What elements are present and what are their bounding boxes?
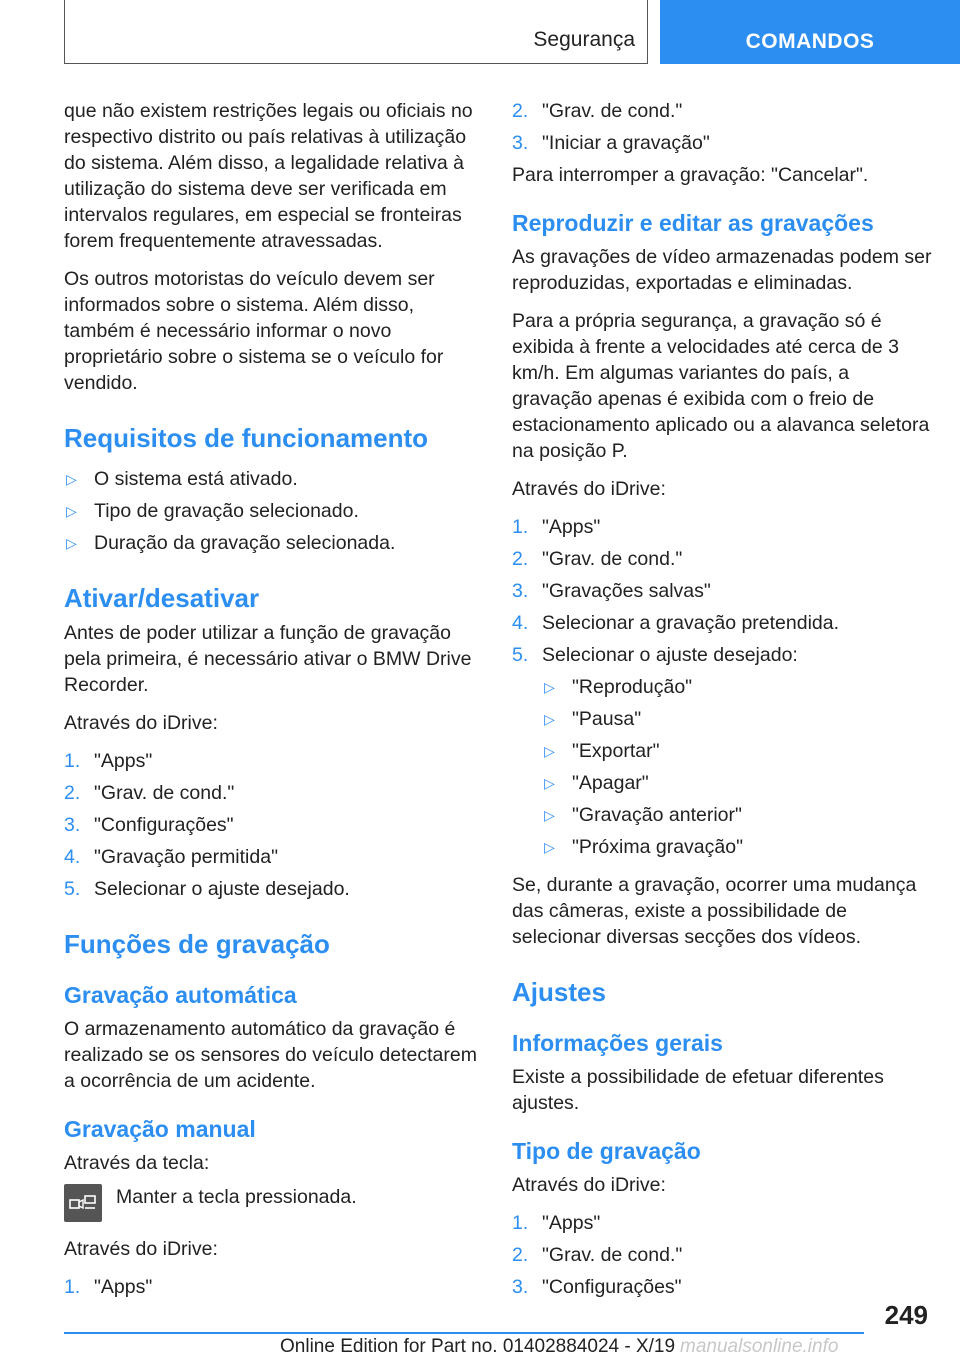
list-item: 3. "Iniciar a gravação" bbox=[512, 132, 710, 154]
heading-automatica: Gravação automática bbox=[64, 982, 297, 1008]
list-item: 4. "Gravação permitida" bbox=[64, 846, 279, 868]
list-item: 2. "Grav. de cond." bbox=[512, 100, 683, 122]
paragraph-info: Existe a possibilidade de efetuar diferentes ajustes. bbox=[512, 1066, 884, 1114]
list-item: ▷ Duração da gravação selecionada. bbox=[66, 532, 396, 554]
heading-reproduzir: Reproduzir e editar as gravações bbox=[512, 210, 874, 236]
paragraph-tecla: Através da tecla: bbox=[64, 1152, 210, 1174]
paragraph-reproduzir: As gravações de vídeo armazenadas podem ser reproduzidas, exportadas e eliminadas. bbox=[512, 246, 932, 294]
paragraph-idrive: Através do iDrive: bbox=[512, 1174, 666, 1196]
footer-divider bbox=[64, 1332, 864, 1334]
triangle-right-icon: ▷ bbox=[544, 711, 555, 727]
list-item: 2. "Grav. de cond." bbox=[512, 548, 683, 570]
list-item: 3. "Configurações" bbox=[512, 1276, 682, 1298]
list-item: 2. "Grav. de cond." bbox=[512, 1244, 683, 1266]
paragraph-legal: que não existem restrições legais ou oficiais no respectivo distrito ou país relativas à utilização do sistema. Além disso, a legalidade relativa à utilização do sistema deve ser verificada em intervalos regulares, em especial se fronteiras forem frequentemente atravessadas. bbox=[64, 100, 473, 252]
list-requisitos bbox=[64, 466, 480, 556]
triangle-right-icon: ▷ bbox=[544, 743, 555, 759]
heading-manual: Gravação manual bbox=[64, 1116, 256, 1142]
list-item: 5. Selecionar o ajuste desejado: ▷ "Reprodução" ▷ "Pausa" ▷ "Exportar" ▷ "Apagar" ▷ "Gravação anterior" ▷ "Próxima gravação" bbox=[512, 642, 932, 860]
heading-tipo: Tipo de gravação bbox=[512, 1138, 701, 1164]
heading-ativar: Ativar/desativar bbox=[64, 583, 260, 613]
list-item: 1. "Apps" bbox=[64, 750, 153, 772]
header-section-title: Segurança bbox=[533, 28, 635, 51]
options-list bbox=[542, 674, 932, 860]
list-item: ▷ "Pausa" bbox=[544, 708, 642, 730]
steps-manual bbox=[64, 1274, 480, 1300]
list-item: ▷ "Reprodução" bbox=[544, 676, 693, 698]
list-item: 1. "Apps" bbox=[512, 1212, 601, 1234]
key-instruction bbox=[64, 1184, 480, 1222]
paragraph-ativar: Antes de poder utilizar a função de gravação pela primeira, é necessário ativar o BMW Drive Recorder. bbox=[64, 622, 472, 696]
header-chapter-tab[interactable] bbox=[660, 0, 960, 64]
heading-requisitos: Requisitos de funcionamento bbox=[64, 423, 429, 453]
heading-funcoes: Funções de gravação bbox=[64, 929, 330, 959]
list-item: ▷ "Exportar" bbox=[544, 740, 660, 762]
steps-manual-cont bbox=[512, 98, 932, 156]
list-item: 4. Selecionar a gravação pretendida. bbox=[512, 612, 840, 634]
triangle-right-icon: ▷ bbox=[66, 503, 77, 519]
list-item: ▷ "Apagar" bbox=[544, 772, 649, 794]
paragraph-idrive: Através do iDrive: bbox=[64, 712, 218, 734]
list-item: ▷ Tipo de gravação selecionado. bbox=[66, 500, 359, 522]
footer-watermark: manualsonline.info bbox=[680, 1336, 839, 1357]
paragraph-cameras: Se, durante a gravação, ocorrer uma mudança das câmeras, existe a possibilidade de selecionar diversas secções dos vídeos. bbox=[512, 874, 917, 948]
list-item: ▷ O sistema está ativado. bbox=[66, 468, 298, 490]
steps-reproduzir bbox=[512, 514, 932, 860]
paragraph-idrive: Através do iDrive: bbox=[64, 1238, 218, 1260]
footer-edition: Online Edition for Part no. 01402884024 - X/19 bbox=[280, 1336, 676, 1357]
list-item: ▷ "Gravação anterior" bbox=[544, 804, 742, 826]
left-column bbox=[64, 98, 480, 1312]
heading-info: Informações gerais bbox=[512, 1030, 723, 1056]
triangle-right-icon: ▷ bbox=[66, 471, 77, 487]
triangle-right-icon: ▷ bbox=[66, 535, 77, 551]
list-item: 3. "Gravações salvas" bbox=[512, 580, 711, 602]
steps-ativar bbox=[64, 748, 480, 902]
list-item: 2. "Grav. de cond." bbox=[64, 782, 235, 804]
header-chapter-title: COMANDOS bbox=[745, 30, 875, 53]
list-item: ▷ "Próxima gravação" bbox=[544, 836, 743, 858]
heading-ajustes: Ajustes bbox=[512, 977, 606, 1007]
paragraph-manter: Manter a tecla pressionada. bbox=[116, 1186, 357, 1208]
paragraph-automatica: O armazenamento automático da gravação é realizado se os sensores do veículo detectarem a ocorrência de um acidente. bbox=[64, 1018, 477, 1092]
right-column bbox=[512, 98, 932, 1312]
steps-tipo bbox=[512, 1210, 932, 1300]
list-item: 3. "Configurações" bbox=[64, 814, 234, 836]
list-item: 1. "Apps" bbox=[64, 1276, 153, 1298]
list-item: 1. "Apps" bbox=[512, 516, 601, 538]
triangle-right-icon: ▷ bbox=[544, 807, 555, 823]
triangle-right-icon: ▷ bbox=[544, 839, 555, 855]
paragraph-interromper: Para interromper a gravação: "Cancelar". bbox=[512, 164, 869, 186]
page-number: 249 bbox=[884, 1300, 928, 1330]
camera-record-button-icon bbox=[64, 1184, 102, 1222]
header-section-box bbox=[64, 0, 648, 64]
list-item: 5. Selecionar o ajuste desejado. bbox=[64, 878, 350, 900]
paragraph-drivers: Os outros motoristas do veículo devem ser informados sobre o sistema. Além disso, também é necessário informar o novo proprietário sobre o sistema se o veículo for vendido. bbox=[64, 268, 444, 394]
triangle-right-icon: ▷ bbox=[544, 679, 555, 695]
paragraph-idrive: Através do iDrive: bbox=[512, 478, 666, 500]
triangle-right-icon: ▷ bbox=[544, 775, 555, 791]
paragraph-seguranca: Para a própria segurança, a gravação só é exibida à frente a velocidades até cerca de 3 km/h. Em algumas variantes do país, a gravação apenas é exibida com o freio de estacionamento aplicado ou a alavanca seletora na posição P. bbox=[512, 310, 930, 462]
